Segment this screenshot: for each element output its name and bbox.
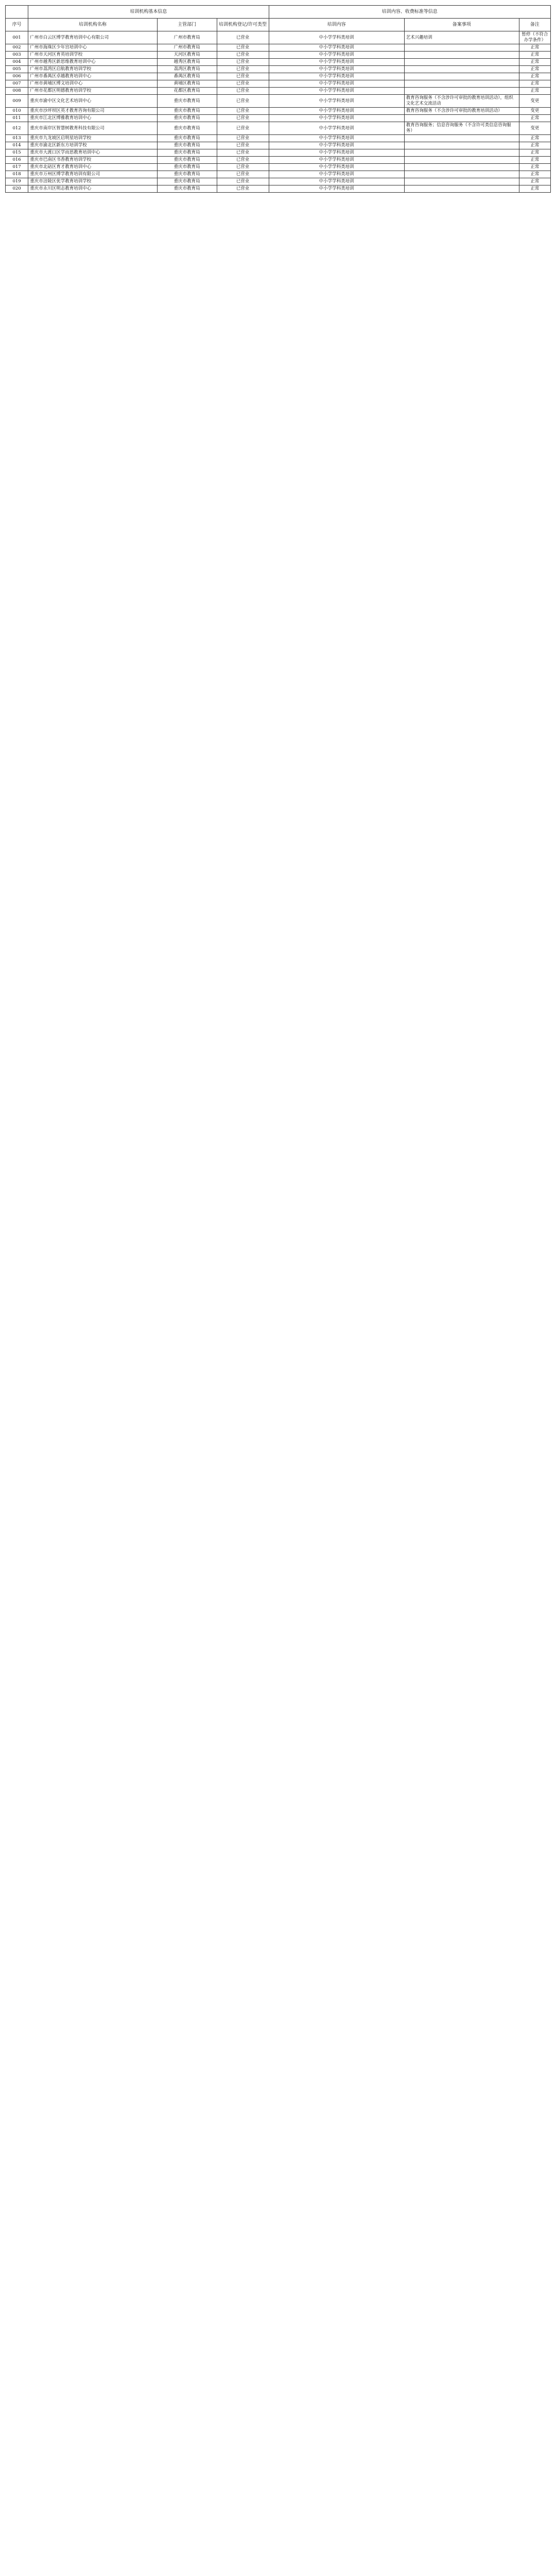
row-cat: 已营业 xyxy=(217,171,269,178)
row-scope: 中小学学科类培训 xyxy=(269,115,404,122)
table-row xyxy=(6,185,551,193)
row-cat: 已营业 xyxy=(217,122,269,135)
row-no: 008 xyxy=(6,88,28,95)
row-svc xyxy=(404,80,519,88)
row-svc xyxy=(404,44,519,52)
row-org: 重庆市九龙坡区启明星培训学校 xyxy=(28,135,158,142)
row-svc xyxy=(404,142,519,149)
row-org: 重庆市渝中区文化艺术培训中心 xyxy=(28,95,158,108)
row-svc xyxy=(404,149,519,157)
row-note: 正常 xyxy=(519,164,550,171)
header-cat: 培训机构登记/许可类型 xyxy=(217,19,269,31)
row-org: 广州市黄埔区博文培训中心 xyxy=(28,80,158,88)
row-no: 006 xyxy=(6,73,28,80)
row-svc xyxy=(404,135,519,142)
row-cat: 已营业 xyxy=(217,157,269,164)
row-dept: 越秀区教育局 xyxy=(157,59,217,66)
row-scope: 中小学学科类培训 xyxy=(269,164,404,171)
header-scope: 培训内容 xyxy=(269,19,404,31)
row-cat: 已营业 xyxy=(217,88,269,95)
row-note: 正常 xyxy=(519,52,550,59)
row-svc xyxy=(404,115,519,122)
row-scope: 中小学学科类培训 xyxy=(269,88,404,95)
row-dept: 重庆市教育局 xyxy=(157,142,217,149)
row-cat: 已营业 xyxy=(217,73,269,80)
row-no: 010 xyxy=(6,108,28,115)
table-row xyxy=(6,142,551,149)
table-row xyxy=(6,171,551,178)
row-note: 变更 xyxy=(519,108,550,115)
row-dept: 花都区教育局 xyxy=(157,88,217,95)
row-svc: 教育咨询服务；信息咨询服务（不含许可类信息咨询服务） xyxy=(404,122,519,135)
row-note: 正常 xyxy=(519,157,550,164)
row-dept: 重庆市教育局 xyxy=(157,178,217,185)
row-scope: 中小学学科类培训 xyxy=(269,142,404,149)
row-svc: 教育咨询服务（不含涉许可审批的教育培训活动），组织文化艺术交流活动 xyxy=(404,95,519,108)
row-cat: 已营业 xyxy=(217,164,269,171)
row-scope: 中小学学科类培训 xyxy=(269,44,404,52)
row-svc xyxy=(404,157,519,164)
row-cat: 已营业 xyxy=(217,149,269,157)
table-row xyxy=(6,149,551,157)
row-cat: 已营业 xyxy=(217,185,269,193)
table-row xyxy=(6,59,551,66)
row-dept: 黄埔区教育局 xyxy=(157,80,217,88)
table-row xyxy=(6,135,551,142)
header-spacer xyxy=(6,6,28,19)
row-note: 变更 xyxy=(519,95,550,108)
table-row xyxy=(6,44,551,52)
row-cat: 已营业 xyxy=(217,142,269,149)
row-scope: 中小学学科类培训 xyxy=(269,108,404,115)
row-scope: 中小学学科类培训 xyxy=(269,31,404,44)
row-svc xyxy=(404,59,519,66)
row-no: 011 xyxy=(6,115,28,122)
row-no: 013 xyxy=(6,135,28,142)
row-svc: 教育咨询服务（不含涉许可审批的教育培训活动） xyxy=(404,108,519,115)
row-cat: 已营业 xyxy=(217,59,269,66)
row-org: 重庆市涪陵区优学教育培训学校 xyxy=(28,178,158,185)
row-svc xyxy=(404,88,519,95)
row-note: 正常 xyxy=(519,73,550,80)
row-dept: 荔湾区教育局 xyxy=(157,66,217,73)
row-note: 正常 xyxy=(519,44,550,52)
row-no: 009 xyxy=(6,95,28,108)
row-svc xyxy=(404,178,519,185)
row-svc xyxy=(404,66,519,73)
row-no: 005 xyxy=(6,66,28,73)
row-dept: 重庆市教育局 xyxy=(157,164,217,171)
row-scope: 中小学学科类培训 xyxy=(269,59,404,66)
row-note: 正常 xyxy=(519,88,550,95)
row-note: 正常 xyxy=(519,59,550,66)
row-cat: 已营业 xyxy=(217,115,269,122)
row-note: 正常 xyxy=(519,80,550,88)
row-cat: 已营业 xyxy=(217,80,269,88)
row-scope: 中小学学科类培训 xyxy=(269,80,404,88)
row-org: 重庆市渝北区新东方培训学校 xyxy=(28,142,158,149)
row-note: 正常 xyxy=(519,171,550,178)
row-dept: 广州市教育局 xyxy=(157,31,217,44)
row-note: 正常 xyxy=(519,142,550,149)
row-cat: 已营业 xyxy=(217,66,269,73)
row-dept: 番禺区教育局 xyxy=(157,73,217,80)
row-no: 016 xyxy=(6,157,28,164)
row-no: 001 xyxy=(6,31,28,44)
row-note: 正常 xyxy=(519,149,550,157)
row-org: 广州市海珠区少年宫培训中心 xyxy=(28,44,158,52)
row-cat: 已营业 xyxy=(217,178,269,185)
row-no: 018 xyxy=(6,171,28,178)
row-note: 正常 xyxy=(519,185,550,193)
table-row xyxy=(6,108,551,115)
table-row xyxy=(6,31,551,44)
row-note: 正常 xyxy=(519,115,550,122)
row-org: 重庆市大渡口区学而思教育培训中心 xyxy=(28,149,158,157)
row-note: 变更 xyxy=(519,122,550,135)
group-header-row xyxy=(6,6,551,19)
row-dept: 重庆市教育局 xyxy=(157,185,217,193)
row-scope: 中小学学科类培训 xyxy=(269,171,404,178)
row-org: 广州市番禺区卓越教育培训中心 xyxy=(28,73,158,80)
institution-table xyxy=(5,5,551,193)
row-dept: 广州市教育局 xyxy=(157,44,217,52)
row-scope: 中小学学科类培训 xyxy=(269,66,404,73)
row-org: 广州市越秀区新思维教育培训中心 xyxy=(28,59,158,66)
row-no: 020 xyxy=(6,185,28,193)
document-page xyxy=(5,5,552,193)
row-dept: 重庆市教育局 xyxy=(157,157,217,164)
header-org: 培训机构名称 xyxy=(28,19,158,31)
table-body xyxy=(6,31,551,193)
row-note: 正常 xyxy=(519,135,550,142)
row-org: 重庆市永川区明志教育培训中心 xyxy=(28,185,158,193)
table-row xyxy=(6,73,551,80)
row-dept: 重庆市教育局 xyxy=(157,95,217,108)
table-row xyxy=(6,95,551,108)
table-row xyxy=(6,80,551,88)
row-dept: 重庆市教育局 xyxy=(157,171,217,178)
row-no: 015 xyxy=(6,149,28,157)
row-no: 002 xyxy=(6,44,28,52)
table-row xyxy=(6,157,551,164)
row-no: 004 xyxy=(6,59,28,66)
table-row xyxy=(6,66,551,73)
table-row xyxy=(6,52,551,59)
row-dept: 重庆市教育局 xyxy=(157,108,217,115)
row-org: 广州市天河区育英培训学校 xyxy=(28,52,158,59)
row-org: 重庆市江北区博雅教育培训中心 xyxy=(28,115,158,122)
row-no: 019 xyxy=(6,178,28,185)
row-scope: 中小学学科类培训 xyxy=(269,185,404,193)
row-scope: 中小学学科类培训 xyxy=(269,135,404,142)
header-dept: 主管部门 xyxy=(157,19,217,31)
group-header-right: 培训内容、收费标准等信息 xyxy=(269,6,550,19)
row-svc xyxy=(404,171,519,178)
column-header-row xyxy=(6,19,551,31)
row-dept: 重庆市教育局 xyxy=(157,149,217,157)
row-svc xyxy=(404,164,519,171)
row-note: 暂停（不符合办学条件） xyxy=(519,31,550,44)
header-svc: 备案事项 xyxy=(404,19,519,31)
table-row xyxy=(6,88,551,95)
row-scope: 中小学学科类培训 xyxy=(269,122,404,135)
row-org: 重庆市沙坪坝区英才教育咨询有限公司 xyxy=(28,108,158,115)
table-row xyxy=(6,122,551,135)
row-no: 007 xyxy=(6,80,28,88)
row-org: 重庆市万州区博学教育培训有限公司 xyxy=(28,171,158,178)
row-svc: 艺术兴趣培训 xyxy=(404,31,519,44)
row-scope: 中小学学科类培训 xyxy=(269,157,404,164)
row-cat: 已营业 xyxy=(217,31,269,44)
table-row xyxy=(6,178,551,185)
row-org: 重庆市巴南区书香教育培训学校 xyxy=(28,157,158,164)
row-note: 正常 xyxy=(519,178,550,185)
row-cat: 已营业 xyxy=(217,135,269,142)
row-org: 广州市荔湾区启航教育培训学校 xyxy=(28,66,158,73)
row-no: 017 xyxy=(6,164,28,171)
row-org: 重庆市北碚区育才教育培训中心 xyxy=(28,164,158,171)
row-svc xyxy=(404,73,519,80)
row-cat: 已营业 xyxy=(217,44,269,52)
row-cat: 已营业 xyxy=(217,108,269,115)
row-org: 重庆市南岸区智慧树教育科技有限公司 xyxy=(28,122,158,135)
header-note: 备注 xyxy=(519,19,550,31)
row-scope: 中小学学科类培训 xyxy=(269,149,404,157)
row-note: 正常 xyxy=(519,66,550,73)
row-dept: 重庆市教育局 xyxy=(157,115,217,122)
row-no: 012 xyxy=(6,122,28,135)
row-dept: 重庆市教育局 xyxy=(157,135,217,142)
table-row xyxy=(6,164,551,171)
table-row xyxy=(6,115,551,122)
row-no: 014 xyxy=(6,142,28,149)
row-scope: 中小学学科类培训 xyxy=(269,95,404,108)
row-cat: 已营业 xyxy=(217,95,269,108)
row-dept: 重庆市教育局 xyxy=(157,122,217,135)
row-scope: 中小学学科类培训 xyxy=(269,73,404,80)
group-header-left: 培训机构基本信息 xyxy=(28,6,269,19)
header-no: 序号 xyxy=(6,19,28,31)
row-scope: 中小学学科类培训 xyxy=(269,178,404,185)
row-cat: 已营业 xyxy=(217,52,269,59)
row-org: 广州市花都区明德教育培训学校 xyxy=(28,88,158,95)
row-org: 广州市白云区博学教育培训中心有限公司 xyxy=(28,31,158,44)
row-scope: 中小学学科类培训 xyxy=(269,52,404,59)
row-no: 003 xyxy=(6,52,28,59)
row-svc xyxy=(404,52,519,59)
row-svc xyxy=(404,185,519,193)
row-dept: 天河区教育局 xyxy=(157,52,217,59)
